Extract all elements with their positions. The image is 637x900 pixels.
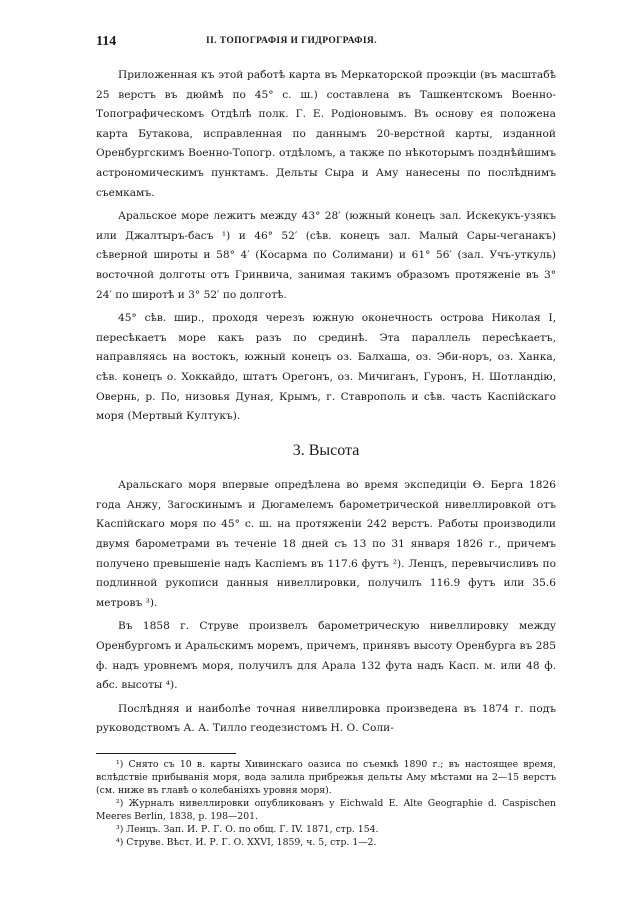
paragraph-berg-expedition: Аральскаго моря впервые опредѣлена во время экспедиціи Ѳ. Берга 1826 года Анжу, Загоскинымъ и Дюгамелемъ барометрической нивеллировкой отъ Каспійскаго моря по 45° с. ш. на протяженіи 242 верстъ. Работы производили двумя барометрами въ теченіе 18 дней съ 13 по 31 января 1826 г., причемъ получено превышеніе надъ Каспіемъ въ 117.6 футъ ²). Ленцъ, перевычисливъ по подлинной рукописи данныя нивеллировки, получилъ 116.9 футъ или 35.6 метровъ ³). <box>96 479 556 609</box>
paragraph-coordinates: Аральское море лежитъ между 43° 28′ (южный конецъ зал. Искекукъ-узякъ или Джалтыръ-басъ ¹) и 46° 52′ (сѣв. конецъ зал. Малый Сары-чеганакъ) сѣверной широты и 58° 4′ (Косарма по Солимани) и 61° 56′ (зал. Учъ-уткуль) восточной долготы отъ Гринвича, занимая такимъ образомъ протяженіе въ 3° 24′ по широтѣ и 3° 52′ по долготѣ. <box>96 210 556 301</box>
book-page <box>96 34 556 849</box>
running-head <box>96 34 556 54</box>
paragraph-struve-levelling: Въ 1858 г. Струве произвелъ барометрическую нивеллировку между Оренбургомъ и Аральскимъ моремъ, причемъ, принявъ высоту Оренбурга въ 285 ф. надъ уровнемъ моря, получилъ для Арала 132 фута надъ Касп. м. или 48 ф. абс. высоты ⁴). <box>96 620 556 692</box>
footnote-3: ³) Ленцъ. Зап. И. Р. Г. О. по общ. Г. IV. 1871, стр. 154. <box>116 824 379 835</box>
footnote-divider <box>96 753 236 754</box>
running-title: II. ТОПОГРАФІЯ И ГИДРОГРАФІЯ. <box>206 36 377 46</box>
paragraph-tillo-levelling: Послѣдняя и наиболѣе точная нивеллировка произведена въ 1874 г. подъ руководствомъ А. А. Тилло геодезистомъ Н. О. Соли- <box>96 702 556 735</box>
footnotes <box>96 758 556 849</box>
page-number: 114 <box>96 34 117 49</box>
paragraph-parallel: 45° сѣв. шир., проходя черезъ южную оконечность острова Николая I, пересѣкаетъ море какъ разъ по срединѣ. Эта параллель пересѣкаетъ, направляясь на востокъ, южный конецъ оз. Балхаша, оз. Эби-норъ, оз. Ханка, сѣв. конецъ о. Хоккайдо, штатъ Орегонъ, оз. Мичиганъ, Гуронъ, Н. Шотландію, Овернь, р. По, низовья Дуная, Крымъ, г. Ставрополь и сѣв. часть Каспійскаго моря (Мертвый Култукъ). <box>96 312 556 423</box>
paragraph-map-description: Приложенная къ этой работѣ карта въ Меркаторской проэкціи (въ масштабѣ 25 верстъ въ дюймѣ по 45° с. ш.) составлена въ Ташкентскомъ Военно-Топографическомъ Отдѣлѣ полк. Г. Е. Родіоновымъ. Въ основу ея положена карта Бутакова, исправленная по даннымъ 20-верстной карты, изданной Оренбургскимъ Военно-Топогр. отдѣломъ, а также по нѣкоторымъ позднѣйшимъ астрономическимъ пунктамъ. Дельты Сыра и Аму нанесены по послѣднимъ съемкамъ. <box>96 69 556 199</box>
footnote-2: ²) Журналъ нивеллировки опубликованъ у Eichwald E. Alte Geographie d. Caspischen Meeres Berlin, 1838, p. 198—201. <box>96 798 556 822</box>
section-heading: 3. Высота <box>292 441 360 459</box>
main-text <box>96 66 556 739</box>
footnote-1: ¹) Снято съ 10 в. карты Хивинскаго оазиса по съемкѣ 1890 г.; въ настоящее время, вслѣдствіе прибыванія моря, вода залила прибрежья дельты Аму мѣстами на 2—15 верстъ (см. ниже въ главѣ о колебаніяхъ уровня моря). <box>96 759 556 796</box>
footnote-4: ⁴) Струве. Вѣст. И. Р. Г. О. XXVI, 1859, ч. 5, стр. 1—2. <box>116 837 377 848</box>
